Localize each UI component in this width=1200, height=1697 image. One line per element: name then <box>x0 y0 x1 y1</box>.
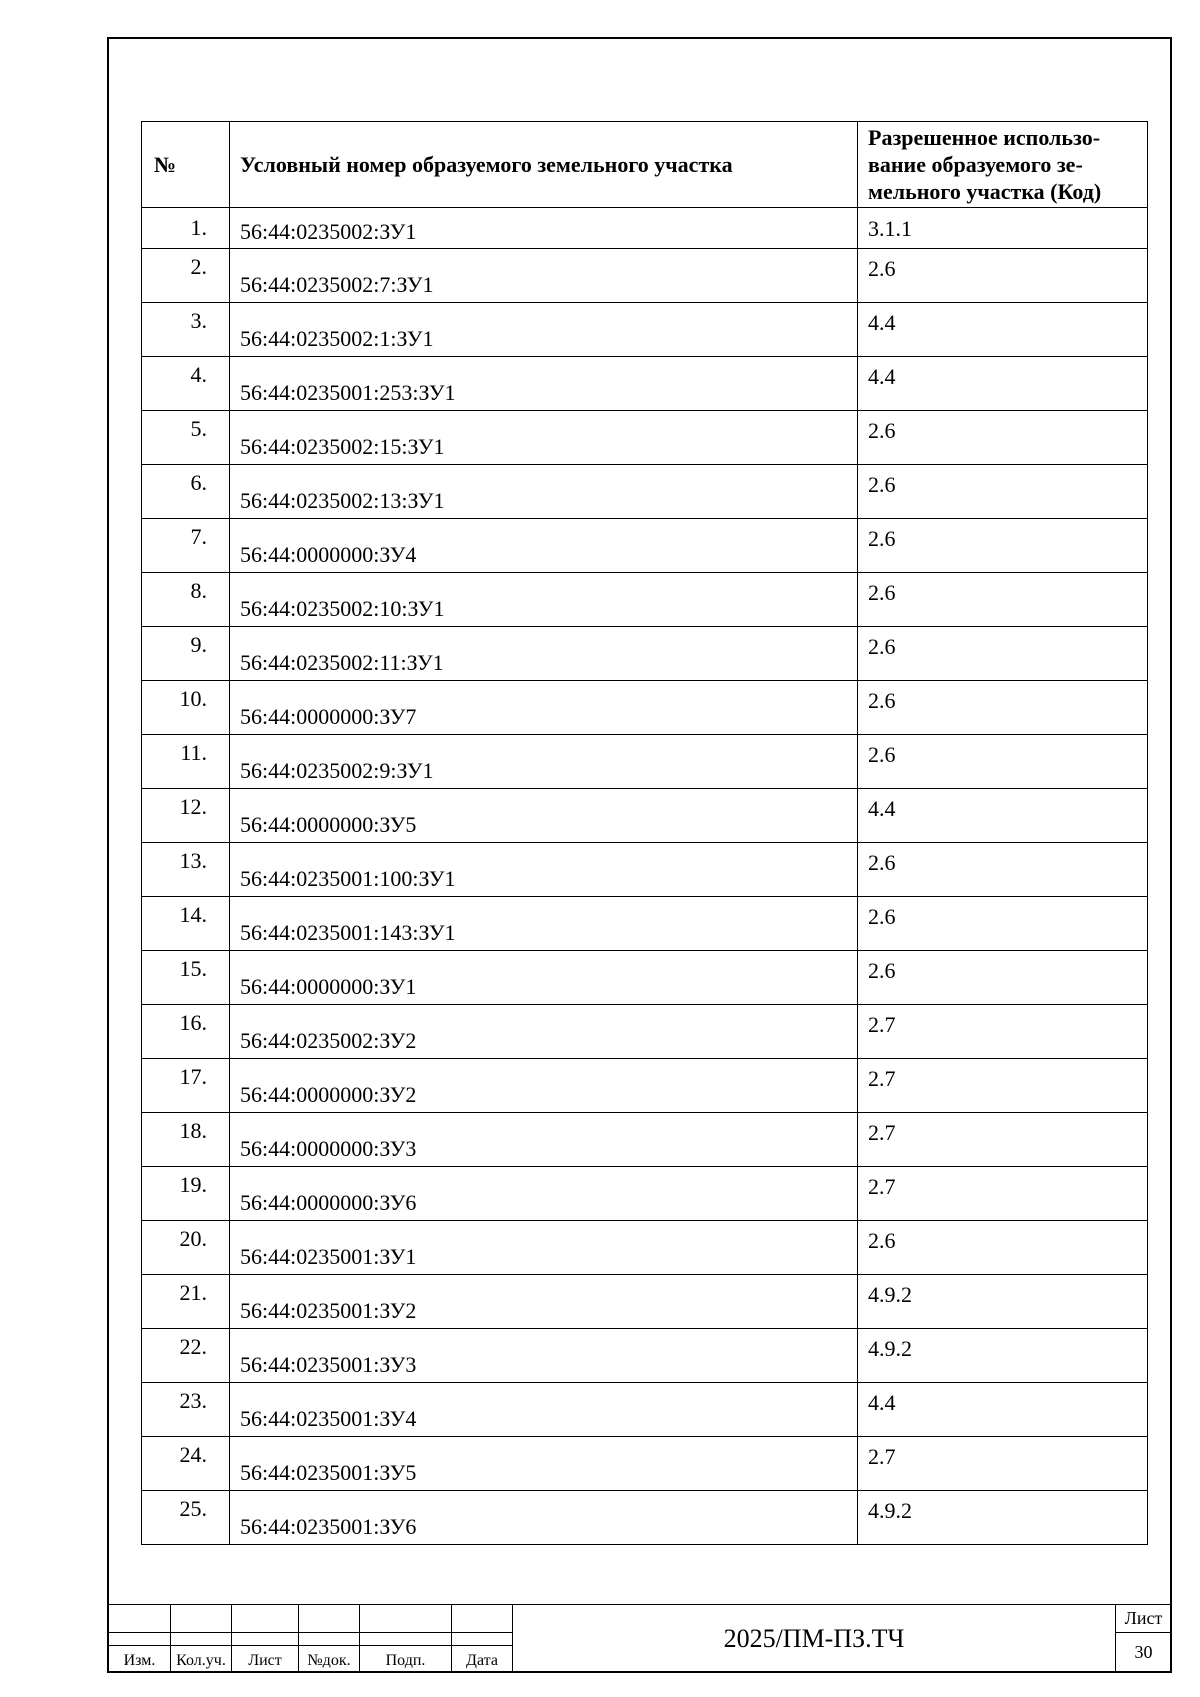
table-cell <box>230 789 858 843</box>
plot-id: 56:44:0235002:13:ЗУ1 <box>240 488 445 513</box>
usage-code: 2.7 <box>868 1012 896 1037</box>
table-cell <box>142 303 230 357</box>
sheet-label: Лист <box>1116 1605 1172 1633</box>
stamp-cell <box>109 1633 171 1646</box>
usage-code: 2.7 <box>868 1444 896 1469</box>
usage-code: 4.9.2 <box>868 1336 912 1361</box>
row-number: 11. <box>180 740 207 765</box>
table-cell <box>142 411 230 465</box>
usage-code: 3.1.1 <box>868 216 912 241</box>
table-cell <box>230 681 858 735</box>
table-cell <box>142 897 230 951</box>
stamp-cell <box>299 1633 360 1646</box>
row-number: 8. <box>190 578 207 603</box>
table-cell <box>230 1329 858 1383</box>
stamp-cell <box>360 1605 452 1633</box>
stamp-label-change: Изм. <box>109 1646 171 1673</box>
plot-id: 56:44:0235002:7:ЗУ1 <box>240 272 434 297</box>
table-cell <box>142 208 230 249</box>
plot-id: 56:44:0235001:ЗУ2 <box>240 1298 417 1323</box>
row-number: 7. <box>190 524 207 549</box>
table-cell <box>230 951 858 1005</box>
table-cell <box>230 1437 858 1491</box>
plot-id: 56:44:0000000:ЗУ3 <box>240 1136 417 1161</box>
row-number: 20. <box>179 1226 207 1251</box>
table-row <box>142 843 1148 897</box>
plot-id: 56:44:0000000:ЗУ1 <box>240 974 417 999</box>
table-cell <box>858 681 1148 735</box>
table-cell <box>230 303 858 357</box>
row-number: 18. <box>179 1118 207 1143</box>
table-row <box>142 1329 1148 1383</box>
stamp-cell <box>299 1605 360 1633</box>
table-cell <box>858 951 1148 1005</box>
usage-code: 2.6 <box>868 850 896 875</box>
table-row <box>142 1221 1148 1275</box>
table-cell <box>858 357 1148 411</box>
table-cell <box>858 1329 1148 1383</box>
stamp-label-count: Кол.уч. <box>171 1646 232 1673</box>
usage-code: 2.6 <box>868 742 896 767</box>
table-row <box>142 208 1148 249</box>
usage-code: 2.7 <box>868 1174 896 1199</box>
usage-code: 4.4 <box>868 1390 896 1415</box>
table-cell <box>142 249 230 303</box>
table-cell <box>858 249 1148 303</box>
stamp-label-doc-number: №док. <box>299 1646 360 1673</box>
plot-id: 56:44:0235001:ЗУ5 <box>240 1460 417 1485</box>
table-cell <box>858 1059 1148 1113</box>
table-row <box>142 411 1148 465</box>
table-cell <box>858 1437 1148 1491</box>
table-cell <box>230 897 858 951</box>
table-cell <box>142 1005 230 1059</box>
stamp-cell <box>171 1605 232 1633</box>
table-cell <box>858 1221 1148 1275</box>
plot-id: 56:44:0235001:ЗУ4 <box>240 1406 417 1431</box>
table-cell <box>142 1167 230 1221</box>
table-cell <box>858 627 1148 681</box>
table-cell <box>142 1059 230 1113</box>
plot-id: 56:44:0235002:10:ЗУ1 <box>240 596 445 621</box>
usage-code: 2.6 <box>868 904 896 929</box>
header-plot-id: Условный номер образуемого земельного участка <box>230 122 858 208</box>
row-number: 25. <box>179 1496 207 1521</box>
table-cell <box>858 1005 1148 1059</box>
table-cell <box>142 1329 230 1383</box>
land-plots-table <box>141 121 1148 1545</box>
row-number: 22. <box>179 1334 207 1359</box>
plot-id: 56:44:0235002:1:ЗУ1 <box>240 326 434 351</box>
table-cell <box>142 681 230 735</box>
table-cell <box>858 1491 1148 1545</box>
plot-id: 56:44:0000000:ЗУ5 <box>240 812 417 837</box>
table-cell <box>142 789 230 843</box>
table-row <box>142 303 1148 357</box>
table-cell <box>142 519 230 573</box>
plot-id: 56:44:0235001:143:ЗУ1 <box>240 920 456 945</box>
table-cell <box>858 735 1148 789</box>
row-number: 3. <box>190 308 207 333</box>
table-cell <box>230 249 858 303</box>
title-block <box>108 1604 1172 1673</box>
row-number: 12. <box>179 794 207 819</box>
plot-id: 56:44:0235001:100:ЗУ1 <box>240 866 456 891</box>
table-cell <box>142 735 230 789</box>
row-number: 13. <box>179 848 207 873</box>
table-cell <box>858 465 1148 519</box>
usage-code: 4.9.2 <box>868 1498 912 1523</box>
plot-id: 56:44:0000000:ЗУ2 <box>240 1082 417 1107</box>
plot-id: 56:44:0235002:11:ЗУ1 <box>240 650 444 675</box>
plot-id: 56:44:0235001:253:ЗУ1 <box>240 380 456 405</box>
table-cell <box>230 573 858 627</box>
stamp-cell <box>232 1605 299 1633</box>
table-row <box>142 1113 1148 1167</box>
table-cell <box>230 519 858 573</box>
stamp-cell <box>109 1605 171 1633</box>
table-cell <box>858 1383 1148 1437</box>
table-cell <box>142 465 230 519</box>
table-row <box>142 1275 1148 1329</box>
row-number: 23. <box>179 1388 207 1413</box>
row-number: 1. <box>190 215 207 240</box>
usage-code: 2.6 <box>868 580 896 605</box>
table-cell <box>142 843 230 897</box>
table-row <box>142 681 1148 735</box>
table-cell <box>142 1491 230 1545</box>
table-cell <box>858 1113 1148 1167</box>
table-cell <box>230 843 858 897</box>
stamp-cell <box>452 1605 513 1633</box>
table-row <box>142 465 1148 519</box>
usage-code: 2.6 <box>868 688 896 713</box>
table-cell <box>858 789 1148 843</box>
row-number: 16. <box>179 1010 207 1035</box>
table-cell <box>142 573 230 627</box>
usage-code: 2.6 <box>868 256 896 281</box>
plot-id: 56:44:0235002:ЗУ1 <box>240 219 417 244</box>
table-cell <box>230 1275 858 1329</box>
plot-id: 56:44:0235001:ЗУ3 <box>240 1352 417 1377</box>
table-cell <box>230 627 858 681</box>
table-cell <box>230 411 858 465</box>
usage-code: 2.7 <box>868 1120 896 1145</box>
table-cell <box>858 897 1148 951</box>
row-number: 5. <box>190 416 207 441</box>
usage-code: 4.9.2 <box>868 1282 912 1307</box>
plot-id: 56:44:0235002:ЗУ2 <box>240 1028 417 1053</box>
stamp-label-signature: Подп. <box>360 1646 452 1673</box>
table-row <box>142 1491 1148 1545</box>
row-number: 14. <box>179 902 207 927</box>
usage-code: 4.4 <box>868 796 896 821</box>
table-row <box>142 519 1148 573</box>
row-number: 9. <box>190 632 207 657</box>
table-cell <box>142 1275 230 1329</box>
table-cell <box>142 357 230 411</box>
usage-code: 2.6 <box>868 526 896 551</box>
row-number: 10. <box>179 686 207 711</box>
row-number: 2. <box>190 254 207 279</box>
table-cell <box>858 519 1148 573</box>
table-cell <box>858 411 1148 465</box>
plot-id: 56:44:0235001:ЗУ6 <box>240 1514 417 1539</box>
usage-code: 2.6 <box>868 418 896 443</box>
table-row <box>142 951 1148 1005</box>
table-body <box>142 208 1148 1545</box>
row-number: 4. <box>190 362 207 387</box>
row-number: 19. <box>179 1172 207 1197</box>
table-cell <box>230 357 858 411</box>
table-cell <box>142 1113 230 1167</box>
table-cell <box>142 1437 230 1491</box>
table-cell <box>858 1275 1148 1329</box>
stamp-cell <box>360 1633 452 1646</box>
document-code: 2025/ПМ-ПЗ.ТЧ <box>513 1605 1116 1673</box>
table-row <box>142 1383 1148 1437</box>
sheet-number: 30 <box>1116 1633 1172 1673</box>
table-row <box>142 1059 1148 1113</box>
table-row <box>142 1437 1148 1491</box>
table-cell <box>230 1113 858 1167</box>
table-row <box>142 249 1148 303</box>
row-number: 15. <box>179 956 207 981</box>
table-row <box>142 789 1148 843</box>
table-header-row <box>142 122 1148 208</box>
usage-code: 2.6 <box>868 958 896 983</box>
header-number: № <box>142 122 230 208</box>
usage-code: 2.6 <box>868 1228 896 1253</box>
plot-id: 56:44:0235002:9:ЗУ1 <box>240 758 434 783</box>
table-cell <box>858 303 1148 357</box>
table-cell <box>142 627 230 681</box>
table-row <box>142 357 1148 411</box>
plot-id: 56:44:0235001:ЗУ1 <box>240 1244 417 1269</box>
table-cell <box>858 1167 1148 1221</box>
table-cell <box>858 208 1148 249</box>
table-row <box>142 735 1148 789</box>
table-row <box>142 627 1148 681</box>
table-cell <box>230 465 858 519</box>
stamp-label-date: Дата <box>452 1646 513 1673</box>
table-cell <box>858 573 1148 627</box>
table-cell <box>142 1221 230 1275</box>
usage-code: 4.4 <box>868 310 896 335</box>
table-cell <box>230 1221 858 1275</box>
stamp-label-sheet: Лист <box>232 1646 299 1673</box>
table-cell <box>230 1167 858 1221</box>
table-row <box>142 1005 1148 1059</box>
header-usage-code: Разрешенное использо-вание образуемого зе-мельного участка (Код) <box>858 122 1148 208</box>
table-row <box>142 897 1148 951</box>
plot-id: 56:44:0000000:ЗУ7 <box>240 704 417 729</box>
table-cell <box>142 951 230 1005</box>
table-cell <box>230 735 858 789</box>
stamp-cell <box>232 1633 299 1646</box>
table-cell <box>230 1383 858 1437</box>
plot-id: 56:44:0000000:ЗУ6 <box>240 1190 417 1215</box>
usage-code: 2.6 <box>868 472 896 497</box>
table-row <box>142 573 1148 627</box>
stamp-cell <box>452 1633 513 1646</box>
row-number: 24. <box>179 1442 207 1467</box>
plot-id: 56:44:0235002:15:ЗУ1 <box>240 434 445 459</box>
usage-code: 4.4 <box>868 364 896 389</box>
table-cell <box>142 1383 230 1437</box>
stamp-cell <box>171 1633 232 1646</box>
row-number: 21. <box>179 1280 207 1305</box>
table-row <box>142 1167 1148 1221</box>
table-cell <box>230 208 858 249</box>
row-number: 17. <box>179 1064 207 1089</box>
plot-id: 56:44:0000000:ЗУ4 <box>240 542 417 567</box>
table-cell <box>230 1491 858 1545</box>
table-cell <box>230 1005 858 1059</box>
row-number: 6. <box>190 470 207 495</box>
table-cell <box>230 1059 858 1113</box>
usage-code: 2.6 <box>868 634 896 659</box>
table-cell <box>858 843 1148 897</box>
usage-code: 2.7 <box>868 1066 896 1091</box>
